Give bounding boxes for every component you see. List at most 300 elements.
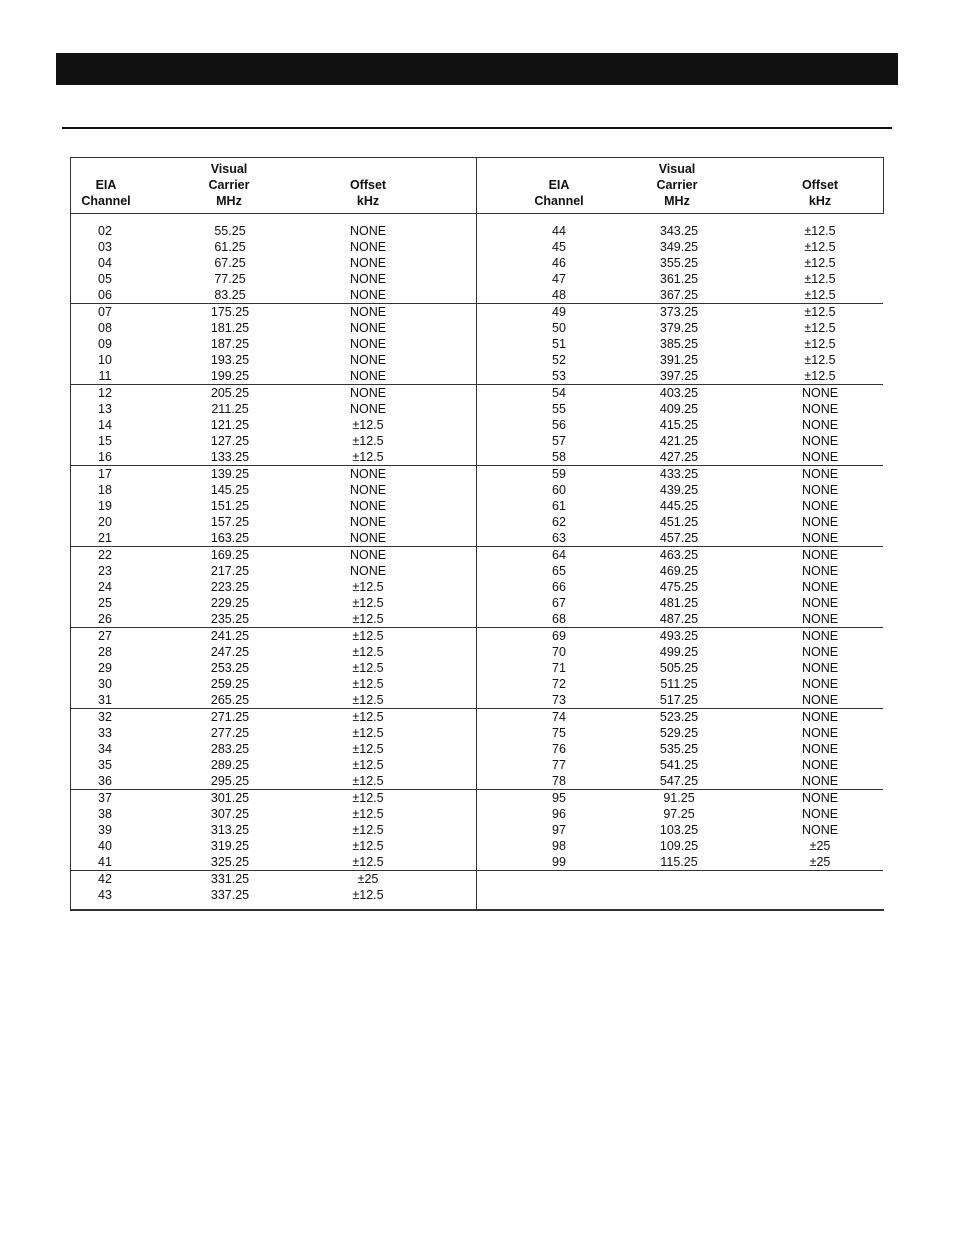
offset-cell: ±12.5	[352, 580, 384, 594]
offset-cell: NONE	[801, 726, 839, 740]
table-row	[71, 790, 477, 806]
visual-carrier-cell: 481.25	[659, 596, 699, 610]
table-row	[477, 595, 883, 611]
right-row-group	[477, 870, 883, 919]
header-mhz-label: MHz	[216, 194, 242, 208]
offset-cell: NONE	[349, 499, 387, 513]
channel-cell: 46	[552, 256, 566, 270]
channel-cell: 10	[98, 353, 112, 367]
table-row	[71, 368, 477, 384]
header-visual-carrier-right	[642, 161, 712, 209]
channel-cell: 48	[552, 288, 566, 302]
channel-cell: 95	[552, 791, 566, 805]
left-row-group	[71, 708, 477, 789]
visual-carrier-cell: 361.25	[659, 272, 699, 286]
table-row	[477, 239, 883, 255]
channel-cell: 73	[552, 693, 566, 707]
channel-cell: 98	[552, 839, 566, 853]
table-row	[71, 579, 477, 595]
table-row	[477, 498, 883, 514]
channel-cell: 41	[98, 855, 112, 869]
table-header	[70, 157, 884, 214]
table-row	[477, 287, 883, 303]
channel-cell: 58	[552, 450, 566, 464]
offset-cell: NONE	[801, 467, 839, 481]
offset-cell: ±12.5	[352, 677, 384, 691]
visual-carrier-cell: 77.25	[214, 272, 246, 286]
offset-cell: NONE	[801, 742, 839, 756]
offset-cell: ±12.5	[352, 661, 384, 675]
table-row	[477, 449, 883, 465]
channel-cell: 59	[552, 467, 566, 481]
table-row	[477, 304, 883, 320]
offset-cell: NONE	[349, 272, 387, 286]
channel-cell: 28	[98, 645, 112, 659]
visual-carrier-cell: 331.25	[210, 872, 250, 886]
visual-carrier-cell: 163.25	[210, 531, 250, 545]
visual-carrier-cell: 83.25	[214, 288, 246, 302]
table-row	[477, 482, 883, 498]
table-row	[71, 304, 477, 320]
table-row	[477, 433, 883, 449]
header-offset-label: Offset	[349, 178, 387, 192]
offset-cell: ±12.5	[352, 596, 384, 610]
offset-cell: NONE	[801, 499, 839, 513]
visual-carrier-cell: 493.25	[659, 629, 699, 643]
visual-carrier-cell: 277.25	[210, 726, 250, 740]
channel-cell: 75	[552, 726, 566, 740]
visual-carrier-cell: 301.25	[210, 791, 250, 805]
offset-cell: ±12.5	[352, 434, 384, 448]
offset-cell: ±12.5	[352, 693, 384, 707]
offset-cell: NONE	[801, 758, 839, 772]
left-row-group	[71, 465, 477, 546]
channel-cell: 72	[552, 677, 566, 691]
channel-cell: 55	[552, 402, 566, 416]
channel-cell: 26	[98, 612, 112, 626]
table-row	[71, 287, 477, 303]
channel-cell: 68	[552, 612, 566, 626]
table-row	[477, 790, 883, 806]
visual-carrier-cell: 505.25	[659, 661, 699, 675]
visual-carrier-cell: 151.25	[210, 499, 250, 513]
channel-cell: 56	[552, 418, 566, 432]
channel-cell: 02	[98, 224, 112, 238]
table-right-column	[477, 223, 883, 919]
table-row	[71, 449, 477, 465]
offset-cell: NONE	[349, 256, 387, 270]
visual-carrier-cell: 235.25	[210, 612, 250, 626]
offset-cell: NONE	[349, 353, 387, 367]
offset-cell: NONE	[801, 596, 839, 610]
visual-carrier-cell: 199.25	[210, 369, 250, 383]
visual-carrier-cell: 439.25	[659, 483, 699, 497]
table-row	[477, 352, 883, 368]
offset-cell: NONE	[349, 548, 387, 562]
visual-carrier-cell: 445.25	[659, 499, 699, 513]
table-row	[477, 385, 883, 401]
visual-carrier-cell: 271.25	[210, 710, 250, 724]
visual-carrier-cell: 355.25	[659, 256, 699, 270]
table-row	[71, 514, 477, 530]
channel-cell: 77	[552, 758, 566, 772]
table-row	[71, 676, 477, 692]
visual-carrier-cell: 91.25	[663, 791, 695, 805]
channel-cell: 67	[552, 596, 566, 610]
offset-cell: ±12.5	[804, 256, 836, 270]
table-row	[71, 563, 477, 579]
visual-carrier-cell: 289.25	[210, 758, 250, 772]
table-row	[477, 725, 883, 741]
table-row	[71, 255, 477, 271]
table-row	[477, 644, 883, 660]
offset-cell: NONE	[801, 677, 839, 691]
right-row-group	[477, 627, 883, 708]
table-row	[477, 854, 883, 870]
offset-cell: ±12.5	[352, 839, 384, 853]
table-row	[71, 336, 477, 352]
channel-cell: 08	[98, 321, 112, 335]
channel-cell: 50	[552, 321, 566, 335]
offset-cell: ±12.5	[352, 742, 384, 756]
offset-cell: NONE	[349, 386, 387, 400]
header-carrier-label: Carrier	[656, 178, 698, 192]
offset-cell: ±12.5	[804, 240, 836, 254]
header-mhz-label: MHz	[664, 194, 690, 208]
table-row	[71, 385, 477, 401]
offset-cell: ±12.5	[352, 645, 384, 659]
visual-carrier-cell: 127.25	[210, 434, 250, 448]
channel-cell: 78	[552, 774, 566, 788]
visual-carrier-cell: 451.25	[659, 515, 699, 529]
visual-carrier-cell: 547.25	[659, 774, 699, 788]
offset-cell: NONE	[349, 515, 387, 529]
visual-carrier-cell: 139.25	[210, 467, 250, 481]
visual-carrier-cell: 325.25	[210, 855, 250, 869]
channel-cell: 69	[552, 629, 566, 643]
offset-cell: NONE	[349, 483, 387, 497]
visual-carrier-cell: 319.25	[210, 839, 250, 853]
channel-cell: 27	[98, 629, 112, 643]
table-row	[71, 611, 477, 627]
left-row-group	[71, 384, 477, 465]
visual-carrier-cell: 313.25	[210, 823, 250, 837]
offset-cell: ±12.5	[804, 272, 836, 286]
right-row-group	[477, 546, 883, 627]
visual-carrier-cell: 379.25	[659, 321, 699, 335]
channel-cell: 20	[98, 515, 112, 529]
channel-cell: 62	[552, 515, 566, 529]
channel-cell: 63	[552, 531, 566, 545]
visual-carrier-cell: 67.25	[214, 256, 246, 270]
channel-cell: 76	[552, 742, 566, 756]
header-carrier-label: Carrier	[208, 178, 250, 192]
visual-carrier-cell: 229.25	[210, 596, 250, 610]
right-row-group	[477, 465, 883, 546]
offset-cell: ±12.5	[352, 888, 384, 902]
offset-cell: NONE	[349, 467, 387, 481]
table-row	[71, 660, 477, 676]
visual-carrier-cell: 541.25	[659, 758, 699, 772]
visual-carrier-cell: 295.25	[210, 774, 250, 788]
offset-cell: ±25	[357, 872, 379, 886]
channel-cell: 36	[98, 774, 112, 788]
offset-cell: NONE	[801, 612, 839, 626]
offset-cell: ±12.5	[804, 305, 836, 319]
channel-cell: 06	[98, 288, 112, 302]
offset-cell: ±12.5	[352, 612, 384, 626]
channel-cell: 22	[98, 548, 112, 562]
visual-carrier-cell: 103.25	[659, 823, 699, 837]
table-row	[71, 595, 477, 611]
channel-cell: 30	[98, 677, 112, 691]
visual-carrier-cell: 187.25	[210, 337, 250, 351]
header-eia-channel-right	[524, 177, 594, 209]
right-row-group	[477, 223, 883, 303]
channel-cell: 12	[98, 386, 112, 400]
channel-cell: 17	[98, 467, 112, 481]
offset-cell: ±25	[809, 839, 831, 853]
visual-carrier-cell: 181.25	[210, 321, 250, 335]
table-row	[71, 401, 477, 417]
channel-cell: 51	[552, 337, 566, 351]
offset-cell: NONE	[801, 791, 839, 805]
visual-carrier-cell: 475.25	[659, 580, 699, 594]
visual-carrier-cell: 265.25	[210, 693, 250, 707]
table-row	[71, 433, 477, 449]
offset-cell: NONE	[801, 661, 839, 675]
offset-cell: NONE	[801, 434, 839, 448]
offset-cell: NONE	[801, 710, 839, 724]
table-row	[71, 725, 477, 741]
table-row	[477, 757, 883, 773]
offset-cell: NONE	[349, 337, 387, 351]
channel-cell: 31	[98, 693, 112, 707]
visual-carrier-cell: 391.25	[659, 353, 699, 367]
channel-cell: 34	[98, 742, 112, 756]
visual-carrier-cell: 253.25	[210, 661, 250, 675]
visual-carrier-cell: 121.25	[210, 418, 250, 432]
offset-cell: ±12.5	[352, 418, 384, 432]
visual-carrier-cell: 517.25	[659, 693, 699, 707]
table-row	[71, 352, 477, 368]
channel-cell: 57	[552, 434, 566, 448]
channel-cell: 15	[98, 434, 112, 448]
visual-carrier-cell: 463.25	[659, 548, 699, 562]
visual-carrier-cell: 223.25	[210, 580, 250, 594]
visual-carrier-cell: 157.25	[210, 515, 250, 529]
visual-carrier-cell: 133.25	[210, 450, 250, 464]
channel-cell: 19	[98, 499, 112, 513]
visual-carrier-cell: 469.25	[659, 564, 699, 578]
table-row	[477, 692, 883, 708]
table-row	[477, 336, 883, 352]
table-row	[71, 482, 477, 498]
offset-cell: NONE	[801, 418, 839, 432]
visual-carrier-cell: 523.25	[659, 710, 699, 724]
channel-cell: 66	[552, 580, 566, 594]
left-row-group	[71, 789, 477, 870]
header-offset-label: Offset	[801, 178, 839, 192]
visual-carrier-cell: 97.25	[663, 807, 695, 821]
offset-cell: ±12.5	[352, 807, 384, 821]
channel-cell: 45	[552, 240, 566, 254]
visual-carrier-cell: 211.25	[211, 402, 249, 416]
channel-cell: 96	[552, 807, 566, 821]
visual-carrier-cell: 427.25	[659, 450, 699, 464]
channel-frequency-table	[70, 157, 884, 910]
offset-cell: NONE	[349, 224, 387, 238]
channel-cell: 04	[98, 256, 112, 270]
channel-cell: 23	[98, 564, 112, 578]
table-row	[71, 773, 477, 789]
visual-carrier-cell: 283.25	[210, 742, 250, 756]
visual-carrier-cell: 61.25	[214, 240, 246, 254]
channel-cell: 16	[98, 450, 112, 464]
table-row	[71, 854, 477, 870]
channel-cell: 70	[552, 645, 566, 659]
table-row	[71, 887, 477, 903]
offset-cell: ±12.5	[352, 758, 384, 772]
visual-carrier-cell: 193.25	[210, 353, 250, 367]
left-row-group	[71, 223, 477, 303]
offset-cell: ±12.5	[804, 288, 836, 302]
offset-cell: NONE	[801, 645, 839, 659]
visual-carrier-cell: 307.25	[210, 807, 250, 821]
table-bottom-border	[70, 909, 884, 911]
table-row	[71, 547, 477, 563]
table-row	[71, 757, 477, 773]
channel-cell: 33	[98, 726, 112, 740]
table-row	[71, 320, 477, 336]
offset-cell: NONE	[801, 483, 839, 497]
offset-cell: NONE	[349, 240, 387, 254]
offset-cell: ±12.5	[804, 353, 836, 367]
visual-carrier-cell: 175.25	[210, 305, 250, 319]
table-row	[71, 223, 477, 239]
table-row	[71, 628, 477, 644]
visual-carrier-cell: 205.25	[210, 386, 250, 400]
table-left-column	[71, 223, 477, 903]
visual-carrier-cell: 343.25	[659, 224, 699, 238]
visual-carrier-cell: 217.25	[210, 564, 250, 578]
visual-carrier-cell: 115.25	[660, 855, 698, 869]
visual-carrier-cell: 397.25	[659, 369, 699, 383]
visual-carrier-cell: 259.25	[210, 677, 250, 691]
offset-cell: ±12.5	[352, 450, 384, 464]
offset-cell: NONE	[801, 807, 839, 821]
channel-cell: 47	[552, 272, 566, 286]
channel-cell: 64	[552, 548, 566, 562]
offset-cell: NONE	[801, 774, 839, 788]
channel-cell: 37	[98, 791, 112, 805]
table-row	[477, 628, 883, 644]
header-channel-label: Channel	[534, 194, 584, 208]
channel-cell: 65	[552, 564, 566, 578]
page-header-bar	[56, 53, 898, 85]
left-row-group	[71, 870, 477, 903]
visual-carrier-cell: 337.25	[210, 888, 250, 902]
offset-cell: NONE	[349, 531, 387, 545]
header-visual-label: Visual	[658, 162, 696, 176]
channel-cell: 42	[98, 872, 112, 886]
visual-carrier-cell: 55.25	[214, 224, 246, 238]
channel-cell: 03	[98, 240, 112, 254]
channel-cell: 60	[552, 483, 566, 497]
right-row-group	[477, 303, 883, 384]
left-row-group	[71, 303, 477, 384]
table-row	[477, 223, 883, 239]
header-khz-label: kHz	[808, 194, 832, 208]
channel-cell: 32	[98, 710, 112, 724]
offset-cell: NONE	[349, 564, 387, 578]
channel-cell: 54	[552, 386, 566, 400]
header-eia-channel-left	[76, 177, 136, 209]
table-row	[71, 466, 477, 482]
channel-cell: 44	[552, 224, 566, 238]
table-row	[477, 806, 883, 822]
header-khz-label: kHz	[356, 194, 380, 208]
offset-cell: ±12.5	[352, 710, 384, 724]
header-visual-carrier-left	[194, 161, 264, 209]
header-visual-label: Visual	[210, 162, 248, 176]
offset-cell: NONE	[801, 515, 839, 529]
offset-cell: ±12.5	[352, 726, 384, 740]
offset-cell: ±12.5	[804, 321, 836, 335]
offset-cell: ±12.5	[352, 823, 384, 837]
visual-carrier-cell: 535.25	[659, 742, 699, 756]
channel-cell: 05	[98, 272, 112, 286]
table-row	[477, 563, 883, 579]
table-row	[71, 838, 477, 854]
offset-cell: ±12.5	[352, 629, 384, 643]
offset-cell: NONE	[349, 402, 387, 416]
table-row	[477, 514, 883, 530]
table-row	[477, 368, 883, 384]
channel-cell: 35	[98, 758, 112, 772]
table-row	[71, 692, 477, 708]
channel-cell: 97	[552, 823, 566, 837]
channel-cell: 52	[552, 353, 566, 367]
table-row	[477, 660, 883, 676]
offset-cell: NONE	[801, 580, 839, 594]
table-row	[71, 822, 477, 838]
section-rule	[62, 127, 892, 129]
channel-cell: 14	[98, 418, 112, 432]
visual-carrier-cell: 373.25	[659, 305, 699, 319]
visual-carrier-cell: 487.25	[659, 612, 699, 626]
offset-cell: NONE	[801, 629, 839, 643]
channel-cell: 29	[98, 661, 112, 675]
visual-carrier-cell: 169.25	[210, 548, 250, 562]
header-offset-left	[333, 177, 403, 209]
table-row	[71, 498, 477, 514]
right-row-group	[477, 708, 883, 789]
table-row	[477, 611, 883, 627]
visual-carrier-cell: 241.25	[210, 629, 250, 643]
table-row	[71, 417, 477, 433]
table-row	[71, 741, 477, 757]
offset-cell: NONE	[801, 450, 839, 464]
channel-cell: 71	[552, 661, 566, 675]
table-row	[477, 676, 883, 692]
visual-carrier-cell: 511.25	[660, 677, 698, 691]
header-eia-label: EIA	[95, 178, 117, 192]
offset-cell: ±12.5	[352, 774, 384, 788]
offset-cell: ±12.5	[804, 224, 836, 238]
table-row	[477, 838, 883, 854]
offset-cell: ±12.5	[804, 369, 836, 383]
